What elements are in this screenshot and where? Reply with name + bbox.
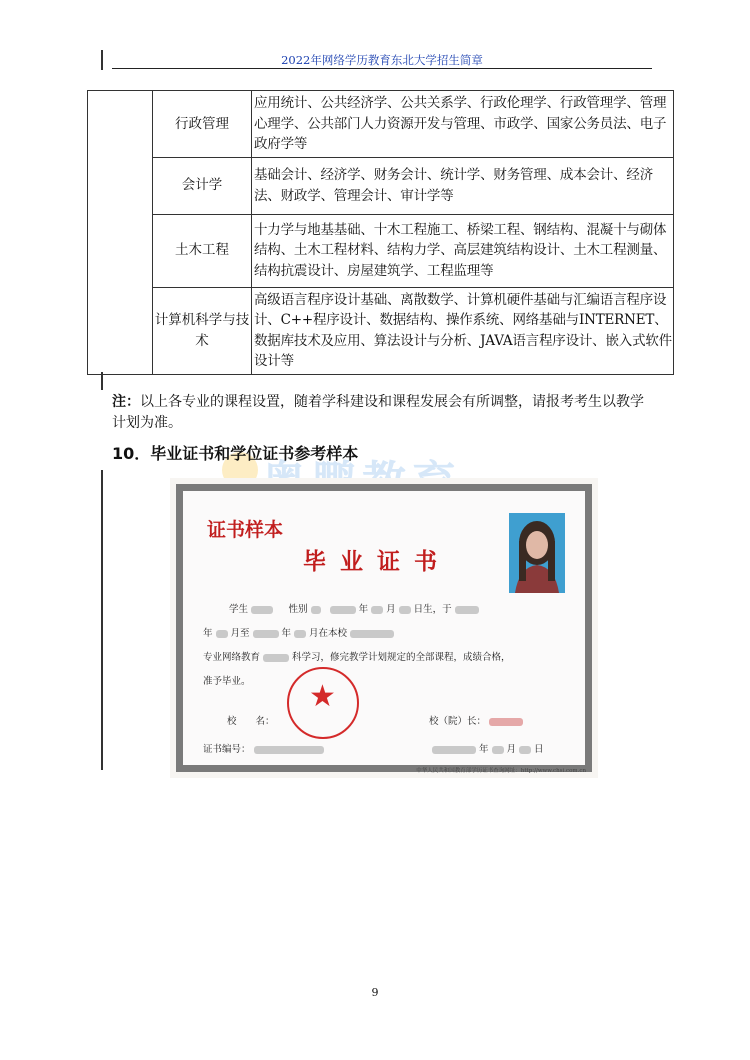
cert-year-to-label: 年 xyxy=(203,628,213,639)
school-seal xyxy=(287,667,359,739)
cert-date-line xyxy=(429,741,544,755)
cert-gender-label: 性别 xyxy=(288,604,308,615)
cert-major-prefix: 专业网络教育 xyxy=(203,652,261,663)
note-label: 注： xyxy=(112,394,140,410)
cert-president-line xyxy=(429,713,526,727)
certificate-title: 毕业证书 xyxy=(303,548,451,575)
table-row xyxy=(88,214,674,287)
cert-school-label: 校 名： xyxy=(227,716,275,727)
note-text: 以上各专业的课程设置，随着学科建设和课程发展会有所调整，请报考考生以教学计划为准。 xyxy=(112,394,644,431)
certificate-sample-label: 证书样本 xyxy=(207,519,284,541)
section-heading: 10．毕业证书和学位证书参考样本 xyxy=(112,444,359,463)
course-table xyxy=(87,90,674,375)
cert-number-line xyxy=(203,741,327,755)
note-paragraph xyxy=(112,392,657,434)
courses-cell: 基础会计、经济学、财务会计、统计学、财务管理、成本会计、经济法、财政学、管理会计、审计学等 xyxy=(252,157,674,214)
cert-month-to-label: 月至 xyxy=(230,628,250,639)
cert-line-3 xyxy=(203,649,511,663)
cert-line-2 xyxy=(203,625,397,639)
cert-year-label: 年 xyxy=(358,604,369,615)
courses-cell: 高级语言程序设计基础、离散数学、计算机硬件基础与汇编语言程序设计、C++程序设计、数据结构、操作系统、网络基础与INTERNET、数据库技术及应用、算法设计与分析、JAVA语言程序设计、嵌入式软件设计等 xyxy=(252,287,674,374)
table-row xyxy=(88,157,674,214)
cert-year2-label: 年 xyxy=(281,628,292,639)
certificate-body xyxy=(183,491,585,765)
certificate-image xyxy=(170,478,598,778)
margin-bar xyxy=(101,50,103,70)
major-cell: 会计学 xyxy=(153,157,252,214)
major-cell: 土木工程 xyxy=(153,214,252,287)
cert-president-label: 校（院）长： xyxy=(429,716,487,727)
cert-born-label: 日生，于 xyxy=(413,604,452,615)
star-icon: ★ xyxy=(309,679,336,714)
portrait-icon xyxy=(509,513,565,593)
page-number: 9 xyxy=(371,986,379,999)
cert-date-day: 日 xyxy=(534,744,544,755)
cert-line-4: 准予毕业。 xyxy=(203,676,251,687)
cert-date-month: 月 xyxy=(506,744,517,755)
cert-month-in-label: 月在本校 xyxy=(309,628,348,639)
table-row xyxy=(88,287,674,374)
cert-month-label: 月 xyxy=(386,604,396,615)
cert-line-1 xyxy=(229,601,482,615)
cert-line3-text: 科学习，修完教学计划规定的全部课程，成绩合格， xyxy=(292,652,511,663)
running-header: 2022年网络学历教育东北大学招生简章 xyxy=(281,53,483,67)
table-row xyxy=(88,91,674,158)
table-blank-cell xyxy=(88,91,153,375)
cert-number-label: 证书编号： xyxy=(203,744,251,755)
courses-cell: 应用统计、公共经济学、公共关系学、行政伦理学、行政管理学、管理心理学、公共部门人力资源开发与管理、市政学、国家公务员法、电子政府学等 xyxy=(252,91,674,158)
major-cell: 行政管理 xyxy=(153,91,252,158)
cert-date-year: 年 xyxy=(479,744,489,755)
margin-bar xyxy=(101,470,103,770)
certificate-footer: 中华人民共和国教育部学历证书查询网址：http://www.chsi.com.cn xyxy=(416,768,586,774)
student-photo xyxy=(509,513,565,593)
major-cell: 计算机科学与技术 xyxy=(153,287,252,374)
cert-student-label: 学生 xyxy=(229,604,249,615)
header-rule xyxy=(112,68,652,69)
margin-bar xyxy=(101,372,103,390)
courses-cell: 十力学与地基基础、十木工程施工、桥梁工程、钢结构、混凝十与砌体结构、土木工程材料、结构力学、高层建筑结构设计、土木工程测量、结构抗震设计、房屋建筑学、工程监理等 xyxy=(252,214,674,287)
